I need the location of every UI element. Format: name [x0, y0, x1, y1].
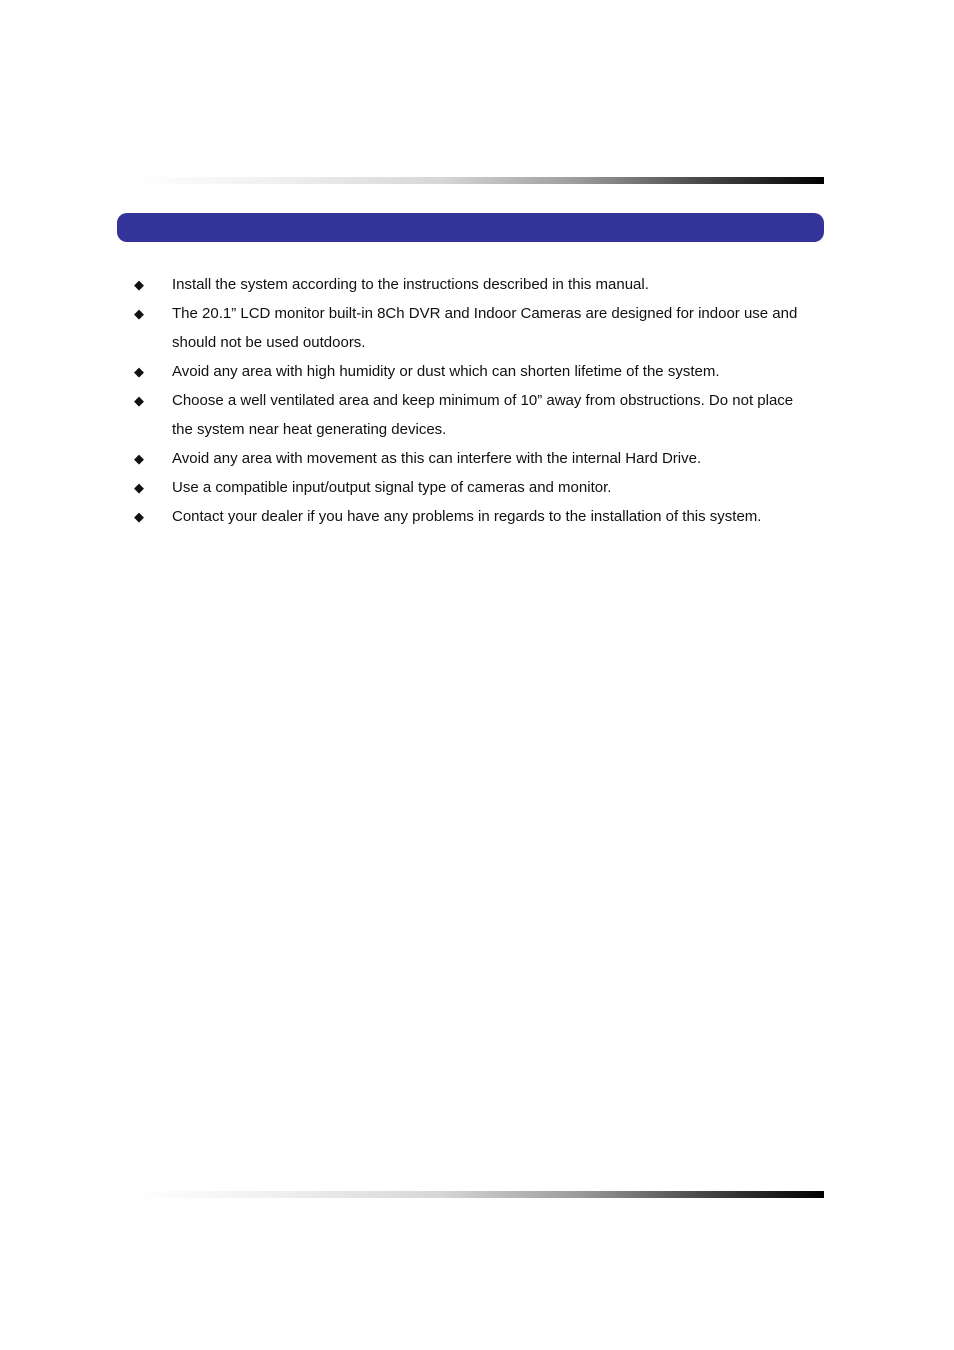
list-item-text: The 20.1” LCD monitor built-in 8Ch DVR and Indoor Cameras are designed for indoor use and should not be used outdoors. [172, 305, 798, 351]
section-title-bar [117, 213, 824, 242]
list-item [0, 357, 954, 386]
black-diamond-icon: ◆ [134, 277, 144, 292]
black-diamond-icon: ◆ [134, 509, 144, 524]
list-item-text: Choose a well ventilated area and keep minimum of 10” away from obstructions. Do not place the system near heat generating devices. [172, 392, 794, 438]
list-item-text: Use a compatible input/output signal type of cameras and monitor. [172, 479, 612, 496]
list-item-text: Contact your dealer if you have any problems in regards to the installation of this system. [172, 508, 762, 525]
bullet-list [0, 270, 954, 531]
list-item [0, 473, 954, 502]
list-item-text: Avoid any area with movement as this can interfere with the internal Hard Drive. [172, 450, 702, 467]
black-diamond-icon: ◆ [134, 451, 144, 466]
list-item [0, 299, 954, 357]
header-rule [130, 177, 824, 184]
black-diamond-icon: ◆ [134, 364, 144, 379]
list-item [0, 270, 954, 299]
footer-rule [130, 1191, 824, 1198]
black-diamond-icon: ◆ [134, 306, 144, 321]
list-item-text: Avoid any area with high humidity or dust which can shorten lifetime of the system. [172, 363, 720, 380]
black-diamond-icon: ◆ [134, 480, 144, 495]
black-diamond-icon: ◆ [134, 393, 144, 408]
list-item [0, 444, 954, 473]
list-item [0, 386, 954, 444]
list-item [0, 502, 954, 531]
list-item-text: Install the system according to the instructions described in this manual. [172, 276, 649, 293]
